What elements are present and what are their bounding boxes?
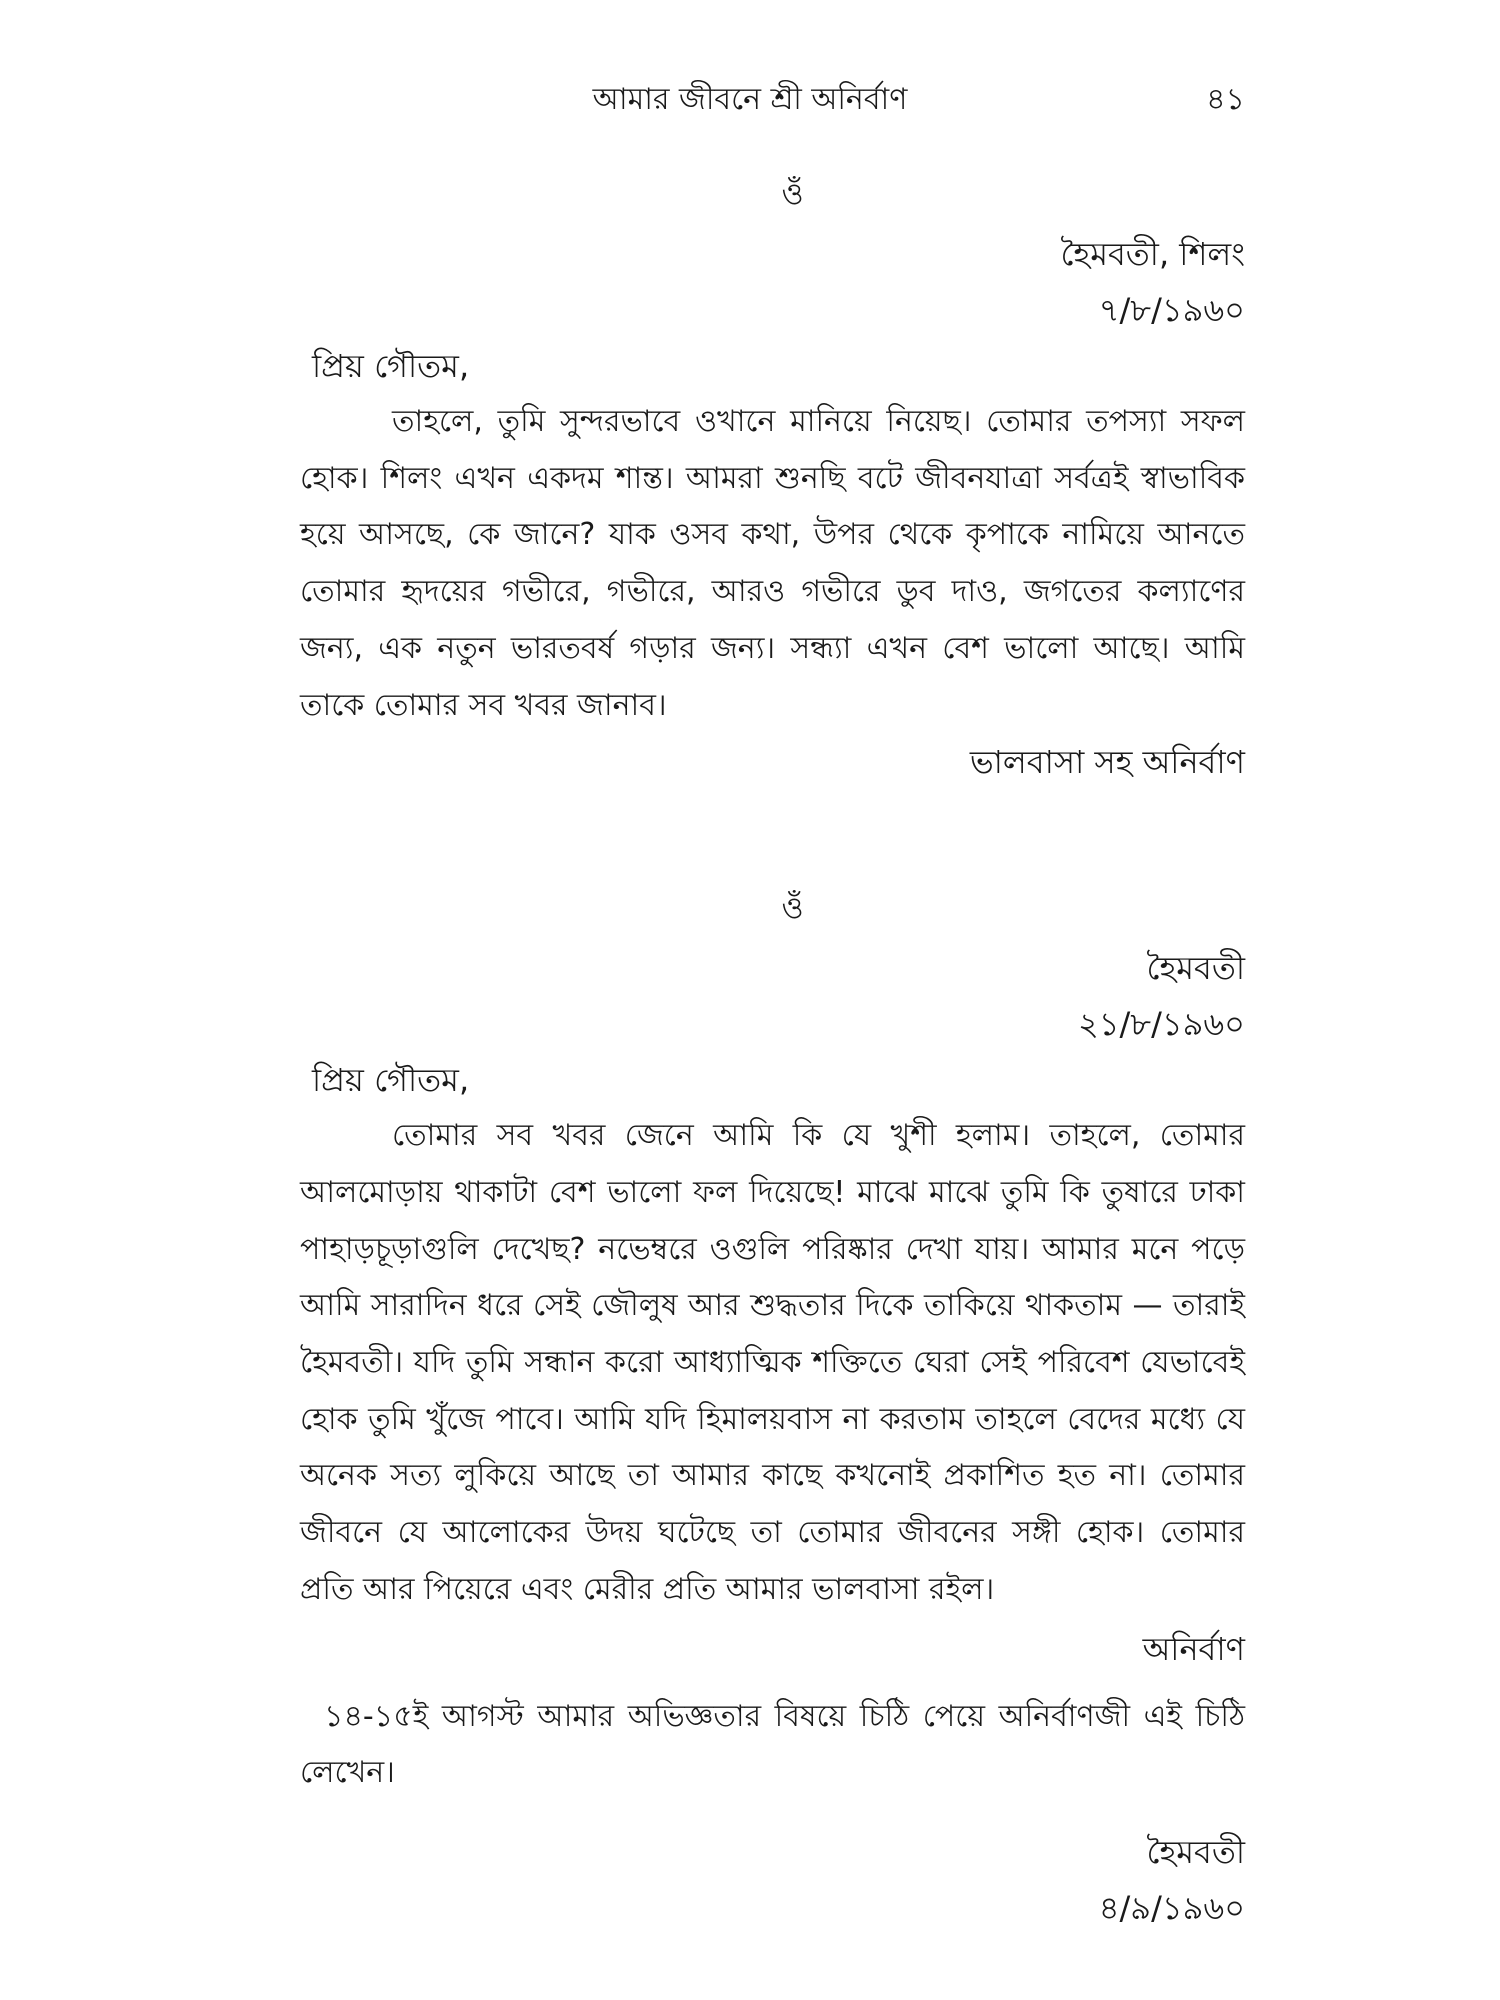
om-invocation: ওঁ — [781, 177, 804, 212]
letter-place: হৈমবতী, শিলং — [1060, 235, 1245, 273]
letter-body: তাহলে, তুমি সুন্দরভাবে ওখানে মানিয়ে নিয়েছ। তোমার তপস্যা সফল হোক। শিলং এখন একদম শান্ত। আমরা শুনছি বটে জীবনযাত্রা সর্বত্রই স্বাভাবিক হয়ে আসছে, কে জানে? যাক ওসব কথা, উপর থেকে কৃপাকে নামিয়ে আনতে তোমার হৃদয়ের গভীরে, গভীরে, আরও গভীরে ডুব দাও, জগতের কল্যাণের জন্য, এক নতুন ভারতবর্ষ গড়ার জন্য। সন্ধ্যা এখন বেশ ভালো আছে। আমি তাকে তোমার সব খবর জানাব। — [300, 404, 1245, 723]
letter-signature: অনির্বাণ — [1142, 1629, 1245, 1668]
letter-date: ২১/৮/১৯৬০ — [1077, 1005, 1245, 1044]
text-column — [300, 170, 1245, 1936]
next-letter-place: হৈমবতী — [1146, 1832, 1245, 1871]
page-number: ৪১ — [1206, 82, 1245, 117]
next-letter-date: ৪/৯/১৯৬০ — [1098, 1888, 1245, 1927]
running-title: আমার জীবনে শ্রী অনির্বাণ — [592, 82, 908, 117]
running-head — [0, 80, 1500, 120]
letter-body: তোমার সব খবর জেনে আমি কি যে খুশী হলাম। তাহলে, তোমার আলমোড়ায় থাকাটা বেশ ভালো ফল দিয়েছে! মাঝে মাঝে তুমি কি তুষারে ঢাকা পাহাড়চূড়াগুলি দেখেছ? নভেম্বরে ওগুলি পরিষ্কার দেখা যায়। আমার মনে পড়ে আমি সারাদিন ধরে সেই জৌলুষ আর শুদ্ধতার দিকে তাকিয়ে থাকতাম — তারাই হৈমবতী। যদি তুমি সন্ধান করো আধ্যাত্মিক শক্তিতে ঘেরা সেই পরিবেশ যেভাবেই হোক তুমি খুঁজে পাবে। আমি যদি হিমালয়বাস না করতাম তাহলে বেদের মধ্যে যে অনেক সত্য লুকিয়ে আছে তা আমার কাছে কখনোই প্রকাশিত হত না। তোমার জীবনে যে আলোকের উদয় ঘটেছে তা তোমার জীবনের সঙ্গী হোক। তোমার প্রতি আর পিয়েরে এবং মেরীর প্রতি আমার ভালবাসা রইল। — [300, 1118, 1245, 1607]
editorial-note: ১৪-১৫ই আগস্ট আমার অভিজ্ঞতার বিষয়ে চিঠি পেয়ে অনির্বাণজী এই চিঠি লেখেন। — [300, 1698, 1245, 1791]
letter-place: হৈমবতী — [1146, 949, 1245, 988]
om-invocation: ওঁ — [781, 891, 804, 927]
letter-salutation: প্রিয় গৌতম, — [312, 347, 470, 385]
letter-signature: ভালবাসা সহ অনির্বাণ — [969, 743, 1245, 782]
letter-date: ৭/৮/১৯৬০ — [1098, 291, 1245, 329]
letter-salutation: প্রিয় গৌতম, — [312, 1061, 470, 1100]
